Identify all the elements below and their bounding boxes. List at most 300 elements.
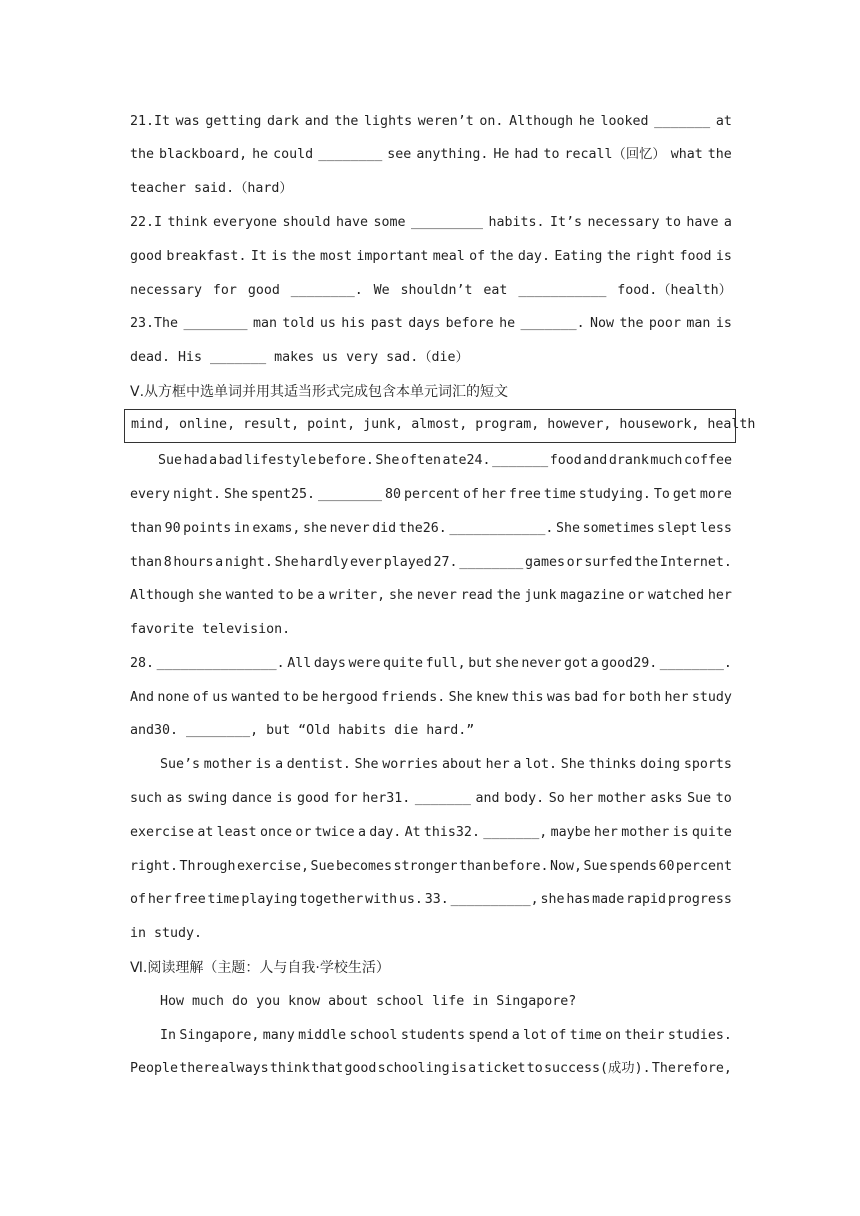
- word: she: [494, 656, 519, 671]
- word: She: [560, 757, 585, 772]
- word: time: [207, 892, 240, 907]
- word: mother: [203, 757, 252, 772]
- word: writer,: [329, 588, 386, 603]
- word: _______: [492, 453, 549, 468]
- word: swing: [187, 791, 228, 806]
- word: All: [287, 656, 312, 671]
- word: had: [514, 147, 539, 162]
- word: everyone: [212, 215, 278, 230]
- word: __________,: [450, 892, 539, 907]
- word: good: [247, 283, 280, 298]
- passage-line-9: [130, 721, 732, 741]
- word: did: [372, 521, 397, 536]
- word: day.: [517, 249, 550, 264]
- word: And: [130, 690, 155, 705]
- word: was: [546, 690, 571, 705]
- q22-line-1: [130, 213, 732, 233]
- q21-line-3: [130, 179, 732, 199]
- word: but: [468, 656, 493, 671]
- passage-line-7: [130, 654, 732, 674]
- word: good: [130, 249, 163, 264]
- word: thinks: [588, 757, 637, 772]
- word: worries: [382, 757, 439, 772]
- passage-line-14: [130, 890, 732, 910]
- passage-line-8: [130, 688, 732, 708]
- word: Now: [590, 316, 615, 331]
- word: his: [341, 316, 366, 331]
- word: he: [252, 147, 269, 162]
- word: more: [699, 487, 732, 502]
- word: 22.I: [130, 215, 163, 230]
- word: days: [408, 316, 441, 331]
- word: often: [400, 453, 441, 468]
- word: never: [329, 521, 370, 536]
- word: ________.: [659, 656, 732, 671]
- word: bad: [218, 453, 243, 468]
- word: be: [302, 690, 319, 705]
- word: to: [543, 147, 560, 162]
- word: necessary: [587, 215, 660, 230]
- word: or: [295, 825, 312, 840]
- section-5-title: Ⅴ.从方框中选单词并用其适当形式完成包含本单元词汇的短文: [130, 384, 509, 400]
- word: this: [511, 690, 544, 705]
- word: She: [448, 690, 473, 705]
- word: of: [462, 487, 479, 502]
- word: for: [212, 283, 237, 298]
- word: students: [400, 1028, 465, 1043]
- word: she: [540, 892, 565, 907]
- word: most: [319, 249, 352, 264]
- word: for: [333, 791, 358, 806]
- word: always: [220, 1061, 269, 1076]
- word: eat: [483, 283, 508, 298]
- section-6-title: Ⅵ.阅读理解（主题：人与自我·学校生活）: [130, 960, 390, 976]
- word: lot: [523, 1028, 548, 1043]
- word: In: [160, 1028, 177, 1043]
- word: maybe: [550, 825, 591, 840]
- passage-line-12: [130, 823, 732, 843]
- word: least: [216, 825, 257, 840]
- word: _______: [414, 791, 471, 806]
- word: and: [304, 114, 329, 129]
- word: meal: [432, 249, 465, 264]
- word: spent25.: [250, 487, 316, 502]
- word: the26.: [398, 521, 447, 536]
- word: study: [691, 690, 732, 705]
- word: food: [679, 249, 712, 264]
- word-box-text: mind, online, result, point, junk, almost, program, however, housework, health: [131, 417, 756, 432]
- word: 21.It: [130, 114, 171, 129]
- word: success(成功).: [543, 1061, 651, 1076]
- word: He: [493, 147, 510, 162]
- word: ________: [459, 555, 524, 570]
- word: Eating: [554, 249, 603, 264]
- word: had: [183, 453, 208, 468]
- q23-line-2: [130, 348, 732, 368]
- word: a: [215, 555, 224, 570]
- word: the: [606, 249, 631, 264]
- word: asks: [650, 791, 683, 806]
- word: man: [686, 316, 711, 331]
- word: think: [269, 1061, 310, 1076]
- word: has: [566, 892, 591, 907]
- word: is: [715, 316, 732, 331]
- word: of: [550, 1028, 567, 1043]
- word: progress: [667, 892, 732, 907]
- word: the: [130, 147, 155, 162]
- word: weren’t: [417, 114, 474, 129]
- word: a: [723, 215, 732, 230]
- word: important: [356, 249, 429, 264]
- word: were: [348, 656, 381, 671]
- word: How much do you know about school life in Singapore?: [160, 994, 577, 1009]
- word-box: [124, 409, 756, 443]
- word: what: [670, 147, 703, 162]
- word: night.: [172, 487, 222, 502]
- word: exercise: [130, 825, 195, 840]
- word: bad: [574, 690, 599, 705]
- word: anything.: [416, 147, 489, 162]
- word: at: [197, 825, 214, 840]
- word: percent: [403, 487, 460, 502]
- word: 23.The: [130, 316, 179, 331]
- word: wanted: [231, 690, 280, 705]
- word: 60: [658, 859, 675, 874]
- word: getting: [205, 114, 262, 129]
- word: Now,: [549, 859, 583, 874]
- word: us: [212, 690, 229, 705]
- word: Although: [130, 588, 195, 603]
- word: she: [197, 588, 222, 603]
- word: drank: [608, 453, 649, 468]
- word: dentist.: [286, 757, 351, 772]
- word: on.: [479, 114, 504, 129]
- word: shouldn’t: [400, 283, 473, 298]
- passage-line-2: [130, 485, 732, 505]
- word: or: [566, 555, 583, 570]
- word: 28.: [130, 656, 155, 671]
- word: to: [283, 690, 300, 705]
- word: she: [389, 588, 414, 603]
- passage-line-13: [130, 857, 732, 877]
- word: than: [130, 555, 163, 570]
- passage-line-1: [130, 451, 732, 471]
- word: blackboard,: [159, 147, 248, 162]
- word: her: [481, 487, 506, 502]
- word: She: [223, 487, 249, 502]
- word: the: [334, 114, 359, 129]
- word: knew: [476, 690, 509, 705]
- word: the: [489, 249, 514, 264]
- word: magazine: [560, 588, 625, 603]
- passage-line-10: [130, 755, 732, 775]
- word: Sue’s: [160, 757, 201, 772]
- word: Sue: [310, 859, 335, 874]
- word: becomes: [336, 859, 393, 874]
- q21-line-1: [130, 112, 732, 132]
- word: dance: [231, 791, 272, 806]
- word: ticket: [477, 1061, 526, 1076]
- word: studying.: [578, 487, 651, 502]
- word: hours: [173, 555, 214, 570]
- word: At: [404, 825, 421, 840]
- word: a: [511, 1028, 520, 1043]
- word: teacher said.（hard）: [130, 181, 293, 196]
- word: ________: [183, 316, 248, 331]
- word: dark: [267, 114, 300, 129]
- word: before.: [317, 453, 374, 468]
- word: was: [175, 114, 200, 129]
- word: a: [590, 656, 599, 671]
- word: as: [166, 791, 183, 806]
- word: be: [297, 588, 314, 603]
- word: he: [578, 114, 595, 129]
- word: to: [664, 215, 681, 230]
- word: days: [313, 656, 346, 671]
- word: for: [601, 690, 626, 705]
- word: both: [629, 690, 662, 705]
- word: is: [276, 791, 293, 806]
- word: hardly: [300, 555, 349, 570]
- word: read: [460, 588, 493, 603]
- word: Through: [179, 859, 236, 874]
- word: To: [653, 487, 670, 502]
- word: day.: [369, 825, 402, 840]
- word: schooling: [377, 1061, 450, 1076]
- word: favorite television.: [130, 622, 291, 637]
- word: have: [686, 215, 719, 230]
- word: dead. His _______ makes us very sad.（die）: [130, 350, 469, 365]
- word: rapid: [626, 892, 667, 907]
- word: this32.: [423, 825, 480, 840]
- word: free: [173, 892, 206, 907]
- word: past: [370, 316, 403, 331]
- word: or: [628, 588, 645, 603]
- word: _______,: [483, 825, 548, 840]
- word: man: [252, 316, 277, 331]
- word: good: [344, 1061, 377, 1076]
- word: lot.: [525, 757, 558, 772]
- passage-line-4: [130, 553, 732, 573]
- word: right.: [130, 859, 179, 874]
- word: once: [259, 825, 293, 840]
- word: spend: [468, 1028, 509, 1043]
- word: lights: [364, 114, 413, 129]
- word: some: [373, 215, 406, 230]
- word: never: [416, 588, 457, 603]
- word: is: [672, 825, 689, 840]
- word: _______.: [520, 316, 585, 331]
- word: us.: [398, 892, 423, 907]
- word: a: [317, 588, 326, 603]
- word: So: [548, 791, 565, 806]
- word: before.: [492, 859, 549, 874]
- word: her: [593, 825, 618, 840]
- word: Sue: [583, 859, 608, 874]
- word: the: [707, 147, 732, 162]
- word: She: [274, 555, 299, 570]
- word: coffee: [683, 453, 732, 468]
- word: _________: [410, 215, 483, 230]
- word: middle: [298, 1028, 347, 1043]
- word: have: [335, 215, 368, 230]
- word: food.（health）: [617, 283, 732, 298]
- word: twice: [314, 825, 355, 840]
- word: We: [373, 283, 390, 298]
- word: _______: [654, 114, 711, 129]
- word: slept: [657, 521, 698, 536]
- word: school: [349, 1028, 398, 1043]
- word: Singapore,: [179, 1028, 260, 1043]
- word: their: [624, 1028, 665, 1043]
- word: together: [299, 892, 364, 907]
- word: ever: [350, 555, 383, 570]
- word: told: [282, 316, 315, 331]
- q22-line-2: [130, 247, 732, 267]
- word: Sue: [687, 791, 712, 806]
- word: junk: [524, 588, 557, 603]
- word: less: [699, 521, 732, 536]
- passage-line-6: [130, 620, 732, 640]
- word: than: [459, 859, 492, 874]
- word: quite: [691, 825, 732, 840]
- word: is: [255, 757, 272, 772]
- word: a: [513, 757, 522, 772]
- word: recall（回忆）: [564, 147, 666, 162]
- word: many: [262, 1028, 295, 1043]
- word: a: [357, 825, 366, 840]
- word: She: [375, 453, 400, 468]
- word: good: [297, 791, 330, 806]
- word: every: [130, 487, 171, 502]
- word: breakfast.: [166, 249, 247, 264]
- word: her: [147, 892, 172, 907]
- word: her: [569, 791, 594, 806]
- word: ________.: [290, 283, 363, 298]
- reading-title: [130, 992, 732, 1012]
- word: studies.: [667, 1028, 732, 1043]
- word: time: [543, 487, 576, 502]
- word: her: [707, 588, 732, 603]
- word: wanted: [225, 588, 274, 603]
- word: body.: [504, 791, 545, 806]
- word: think: [167, 215, 208, 230]
- word: exams,: [252, 521, 301, 536]
- word: full,: [425, 656, 466, 671]
- word: food: [549, 453, 582, 468]
- word: her31.: [362, 791, 411, 806]
- word: of: [469, 249, 486, 264]
- word: could: [273, 147, 314, 162]
- word: looked: [600, 114, 649, 129]
- word: People: [130, 1061, 179, 1076]
- word: It’s: [549, 215, 582, 230]
- word: to: [526, 1061, 543, 1076]
- word: the: [496, 588, 521, 603]
- word: at: [715, 114, 732, 129]
- word: and30. ________, but “Old habits die hard.”: [130, 723, 475, 738]
- word: 33.: [424, 892, 449, 907]
- word: a: [275, 757, 284, 772]
- passage-line-11: [130, 789, 732, 809]
- word: there: [179, 1061, 220, 1076]
- word: a: [468, 1061, 477, 1076]
- word: before: [445, 316, 494, 331]
- word: is: [271, 249, 288, 264]
- word: us: [319, 316, 336, 331]
- word: much: [650, 453, 683, 468]
- word: 27.: [433, 555, 458, 570]
- word: ____________.: [449, 521, 554, 536]
- word: ________: [317, 487, 383, 502]
- word: Although: [509, 114, 574, 129]
- word: playing: [241, 892, 298, 907]
- word: and: [583, 453, 608, 468]
- word: ___________: [518, 283, 607, 298]
- word: sports: [683, 757, 732, 772]
- passage-line-5: [130, 586, 732, 606]
- word: 90: [164, 521, 181, 536]
- word: Therefore,: [651, 1061, 732, 1076]
- word: She: [354, 757, 379, 772]
- word: the: [291, 249, 316, 264]
- word: than: [130, 521, 163, 536]
- word: lifestyle: [244, 453, 317, 468]
- word: mother: [621, 825, 670, 840]
- word: he: [499, 316, 516, 331]
- word: to: [277, 588, 294, 603]
- word: the: [634, 555, 659, 570]
- word: points: [183, 521, 232, 536]
- reading-line-2: [130, 1059, 732, 1079]
- word: night.: [224, 555, 273, 570]
- word: and: [475, 791, 500, 806]
- word: about: [441, 757, 482, 772]
- word: 8: [163, 555, 172, 570]
- word: surfed: [584, 555, 633, 570]
- word: right: [635, 249, 676, 264]
- word: time: [569, 1028, 602, 1043]
- word: is: [450, 1061, 467, 1076]
- word: made: [592, 892, 625, 907]
- word: see: [387, 147, 412, 162]
- word: friends.: [381, 690, 446, 705]
- word: with: [365, 892, 398, 907]
- word: Sue: [158, 453, 183, 468]
- word: sometimes: [582, 521, 655, 536]
- q21-line-2: [130, 145, 732, 165]
- word: stronger: [393, 859, 458, 874]
- word: of: [192, 690, 209, 705]
- word: should: [282, 215, 331, 230]
- word: never: [521, 656, 562, 671]
- word: good29.: [601, 656, 658, 671]
- word: a: [209, 453, 218, 468]
- word: ________: [318, 147, 383, 162]
- word: watched: [648, 588, 705, 603]
- word: of: [130, 892, 147, 907]
- word: in: [233, 521, 250, 536]
- word: poor: [648, 316, 681, 331]
- word: get: [672, 487, 697, 502]
- word: ate24.: [442, 453, 491, 468]
- word: percent: [675, 859, 732, 874]
- q22-line-3: [130, 281, 732, 301]
- word: she: [302, 521, 327, 536]
- word: free: [508, 487, 541, 502]
- word: doing: [640, 757, 681, 772]
- word: such: [130, 791, 163, 806]
